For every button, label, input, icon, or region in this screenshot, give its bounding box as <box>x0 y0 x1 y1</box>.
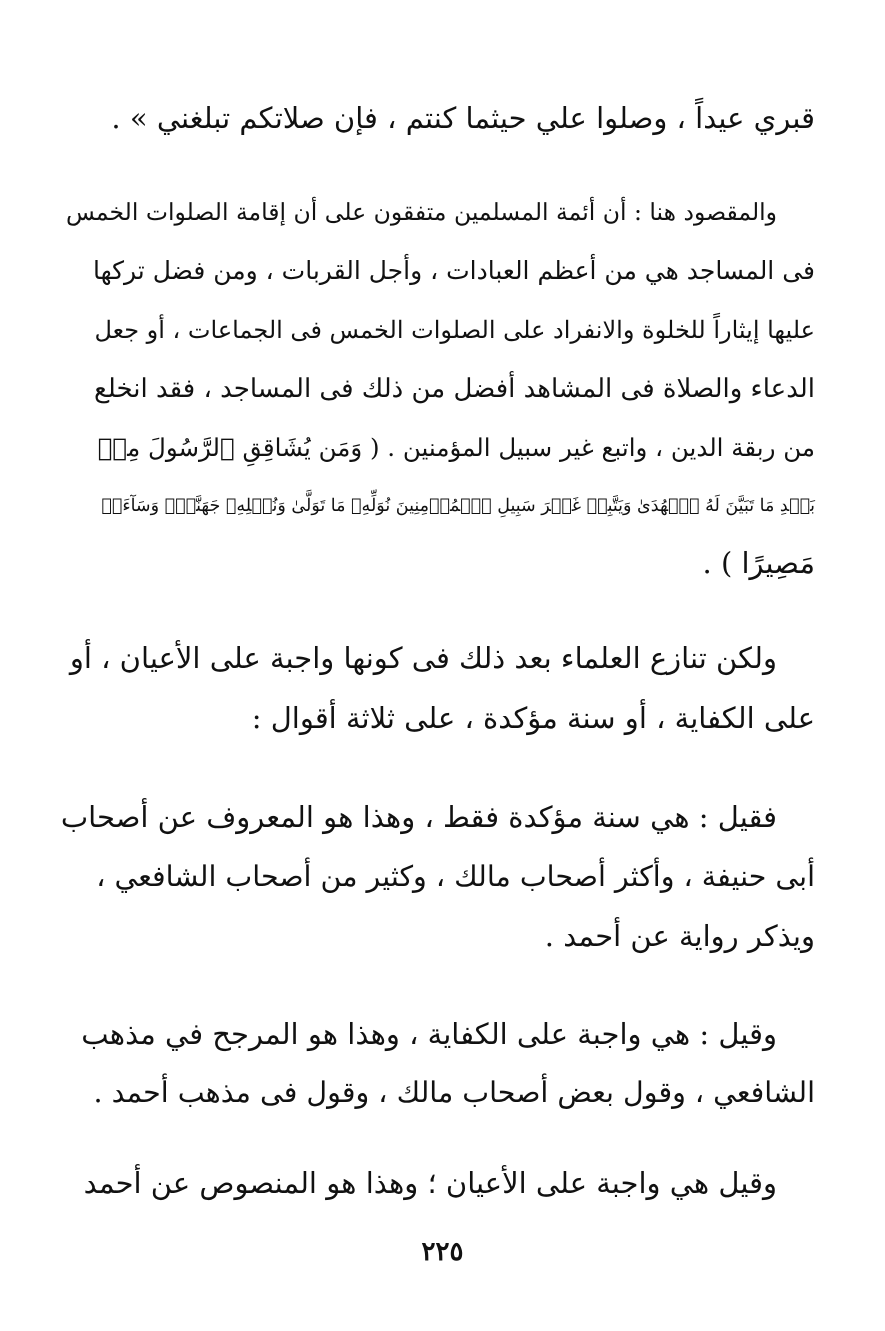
text-line: قبري عيداً ، وصلوا علي حيثما كنتم ، فإن صلاتكم تبلغني » . <box>111 101 815 135</box>
text-line: والمقصود هنا : أن أئمة المسلمين متفقون على أن إقامة الصلوات الخمس <box>65 198 777 226</box>
text-line: وقيل : هي واجبة على الكفاية ، وهذا هو المرجح في مذهب <box>81 1017 777 1051</box>
text-line: وقيل هي واجبة على الأعيان ؛ وهذا هو المنصوص عن أحمد <box>83 1166 777 1200</box>
text-line: أبى حنيفة ، وأكثر أصحاب مالك ، وكثير من أصحاب الشافعي ، <box>96 860 815 893</box>
text-line: ويذكر رواية عن أحمد . <box>544 919 815 953</box>
quran-verse-line: مَصِيرًا ) . <box>702 546 815 580</box>
text-line: عليها إيثاراً للخلوة والانفراد على الصلوات الخمس فى الجماعات ، أو جعل <box>94 316 815 344</box>
text-line: على الكفاية ، أو سنة مؤكدة ، على ثلاثة أقوال : <box>251 701 815 735</box>
text-line: الشافعي ، وقول بعض أصحاب مالك ، وقول فى مذهب أحمد . <box>93 1076 815 1109</box>
page-number: ٢٢٥ <box>421 1237 464 1267</box>
text-line: الدعاء والصلاة فى المشاهد أفضل من ذلك فى المساجد ، فقد انخلع <box>94 374 815 404</box>
text-line: ولكن تنازع العلماء بعد ذلك فى كونها واجبة على الأعيان ، أو <box>69 641 777 675</box>
text-line: فى المساجد هي من أعظم العبادات ، وأجل القربات ، ومن فضل تركها <box>92 256 815 285</box>
text-line: فقيل : هي سنة مؤكدة فقط ، وهذا هو المعروف عن أصحاب <box>60 800 777 834</box>
text-line: من ربقة الدين ، واتبع غير سبيل المؤمنين . ( وَمَن يُشَاقِقِ ٱلرَّسُولَ مِنۢ <box>97 433 815 462</box>
quran-verse-line: بَعۡدِ مَا تَبَيَّنَ لَهُ ٱلۡهُدَىٰ وَيَتَّبِعۡ غَيۡرَ سَبِيلِ ٱلۡمُؤۡمِنِينَ نُوَلِّهِۦ مَا تَوَلَّىٰ وَنُصۡلِهِۦ جَهَنَّمَۖ وَسَآءَتۡ <box>101 496 815 516</box>
